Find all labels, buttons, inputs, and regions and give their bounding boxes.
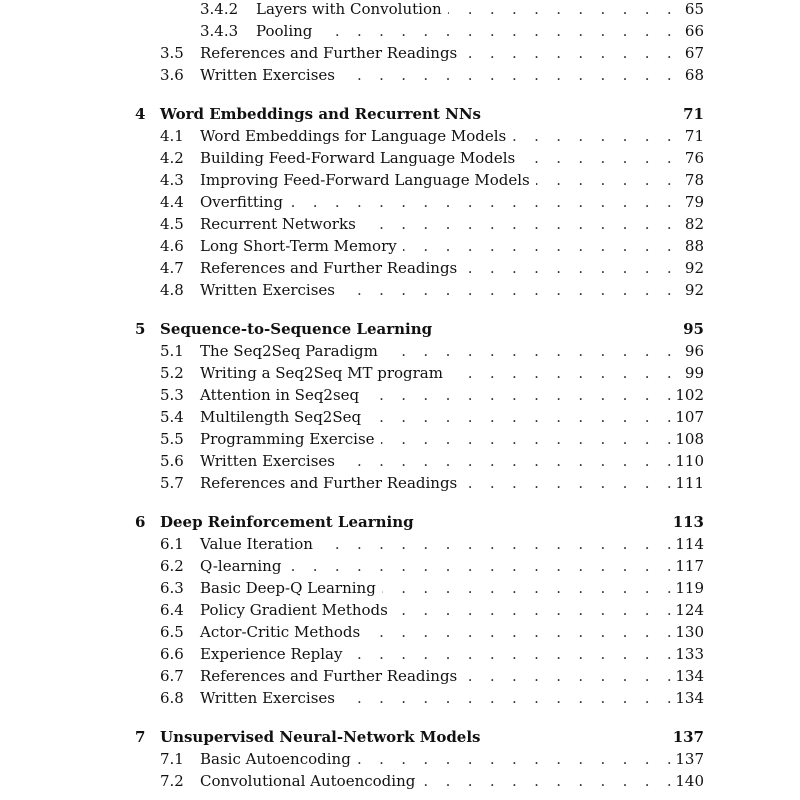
toc-section-row: [0, 64, 800, 86]
dot-leader: [512, 125, 678, 147]
toc-entry-number: 4.6: [160, 237, 184, 255]
toc-entry-number: 6.7: [160, 667, 184, 685]
toc-section-row: [0, 643, 800, 665]
toc-entry-title: Value Iteration: [200, 533, 317, 555]
toc-entry-title: Written Exercises: [200, 64, 339, 86]
toc-chapter-row: [0, 103, 800, 125]
dot-leader: [348, 643, 678, 665]
toc-entry-title: Policy Gradient Methods: [200, 599, 392, 621]
toc-entry-page: 111: [675, 474, 704, 492]
dot-leader: [362, 213, 678, 235]
toc-section-row: [0, 213, 800, 235]
toc-entry-number: 6.8: [160, 689, 184, 707]
toc-entry-page: 107: [675, 408, 704, 426]
toc-entry-title: Written Exercises: [200, 687, 339, 709]
toc-entry-title: Written Exercises: [200, 279, 339, 301]
toc-section-row: [0, 0, 800, 20]
toc-section-row: [0, 257, 800, 279]
toc-entry-page: 82: [684, 215, 704, 233]
toc-entry-title: Recurrent Networks: [200, 213, 360, 235]
toc-entry-number: 4.2: [160, 149, 184, 167]
toc-entry-title: Basic Deep-Q Learning: [200, 577, 380, 599]
dot-leader: [289, 191, 678, 213]
toc-entry-title: Attention in Seq2seq: [200, 384, 363, 406]
toc-entry-page: 110: [675, 452, 704, 470]
toc-section-row: [0, 384, 800, 406]
dot-leader: [319, 533, 678, 555]
toc-entry-page: 92: [684, 281, 704, 299]
toc-entry-number: 5.2: [160, 364, 184, 382]
toc-chapter-row: [0, 318, 800, 340]
dot-leader: [381, 428, 678, 450]
dot-leader: [448, 0, 678, 20]
toc-entry-title: Building Feed-Forward Language Models: [200, 147, 519, 169]
dot-leader: [366, 621, 678, 643]
toc-entry-number: 4.3: [160, 171, 184, 189]
toc-entry-title: Experience Replay: [200, 643, 346, 665]
dot-leader: [384, 340, 678, 362]
toc-entry-title: Long Short-Term Memory: [200, 235, 401, 257]
toc-entry-page: 124: [675, 601, 704, 619]
toc-section-row: [0, 687, 800, 709]
toc-entry-page: 71: [684, 127, 704, 145]
toc-entry-title: Layers with Convolution: [256, 0, 446, 20]
toc-entry-number: 5.4: [160, 408, 184, 426]
toc-entry-number: 5.6: [160, 452, 184, 470]
toc-entry-title: Q-learning: [200, 555, 285, 577]
toc-entry-number: 6: [135, 513, 146, 531]
toc-entry-number: 6.5: [160, 623, 184, 641]
toc-entry-page: 119: [675, 579, 704, 597]
toc-section-row: [0, 191, 800, 213]
toc-section-row: [0, 472, 800, 494]
toc-entry-title: References and Further Readings: [200, 257, 461, 279]
toc-section-row: [0, 279, 800, 301]
toc-section-row: [0, 748, 800, 770]
toc-entry-page: 96: [684, 342, 704, 360]
toc-entry-page: 65: [684, 0, 704, 18]
toc-entry-page: 133: [675, 645, 704, 663]
toc-entry-title: References and Further Readings: [200, 42, 461, 64]
toc-entry-number: 7: [135, 728, 146, 746]
toc-entry-page: 102: [675, 386, 704, 404]
toc-entry-page: 117: [675, 557, 704, 575]
toc-entry-title: Multilength Seq2Seq: [200, 406, 365, 428]
toc-entry-title: Word Embeddings for Language Models: [200, 125, 510, 147]
toc-entry-title: The Seq2Seq Paradigm: [200, 340, 382, 362]
toc-entry-number: 4.8: [160, 281, 184, 299]
toc-section-row: [0, 665, 800, 687]
toc-entry-page: 134: [675, 667, 704, 685]
toc-entry-number: 3.4.2: [200, 0, 239, 18]
dot-leader: [341, 279, 678, 301]
toc-entry-number: 3.5: [160, 44, 184, 62]
toc-entry-page: 76: [684, 149, 704, 167]
dot-leader: [367, 406, 678, 428]
toc-entry-page: 130: [675, 623, 704, 641]
toc-section-row: [0, 235, 800, 257]
dot-leader: [341, 687, 678, 709]
toc-entry-number: 6.1: [160, 535, 184, 553]
toc-entry-page: 95: [683, 320, 704, 338]
dot-leader: [365, 384, 678, 406]
toc-entry-number: 5.5: [160, 430, 184, 448]
toc-section-row: [0, 555, 800, 577]
toc-entry-page: 79: [684, 193, 704, 211]
dot-leader: [403, 235, 678, 257]
toc-entry-title: Improving Feed-Forward Language Models: [200, 169, 534, 191]
toc-entry-title: Deep Reinforcement Learning: [160, 513, 414, 531]
toc-entry-title: Programming Exercise: [200, 428, 379, 450]
toc-entry-title: Word Embeddings and Recurrent NNs: [160, 105, 481, 123]
dot-leader: [394, 599, 678, 621]
toc-entry-page: 67: [684, 44, 704, 62]
toc-entry-title: Sequence-to-Sequence Learning: [160, 320, 433, 338]
toc-entry-page: 78: [684, 171, 704, 189]
toc-entry-number: 4.7: [160, 259, 184, 277]
toc-entry-number: 6.6: [160, 645, 184, 663]
toc-entry-title: Overfitting: [200, 191, 287, 213]
toc-entry-number: 6.4: [160, 601, 184, 619]
toc-section-row: [0, 147, 800, 169]
toc-entry-page: 88: [684, 237, 704, 255]
toc-entry-number: 5.3: [160, 386, 184, 404]
toc-entry-number: 4.4: [160, 193, 184, 211]
toc-entry-title: Convolutional Autoencoding: [200, 770, 419, 792]
dot-leader: [463, 257, 678, 279]
toc-entry-title: References and Further Readings: [200, 665, 461, 687]
toc-entry-number: 5.7: [160, 474, 184, 492]
toc-section-row: [0, 533, 800, 555]
dot-leader: [318, 20, 678, 42]
toc-entry-page: 68: [684, 66, 704, 84]
toc-section-row: [0, 406, 800, 428]
toc-entry-page: 140: [675, 772, 704, 790]
toc-entry-number: 3.6: [160, 66, 184, 84]
toc-chapter-row: [0, 726, 800, 748]
toc-entry-number: 5.1: [160, 342, 184, 360]
toc-entry-page: 99: [684, 364, 704, 382]
dot-leader: [463, 42, 678, 64]
toc-entry-number: 6.3: [160, 579, 184, 597]
toc-entry-number: 4.1: [160, 127, 184, 145]
toc-entry-page: 137: [675, 750, 704, 768]
dot-leader: [341, 450, 678, 472]
dot-leader: [463, 665, 678, 687]
toc-entry-page: 137: [672, 728, 704, 746]
toc-section-row: [0, 621, 800, 643]
toc-section-row: [0, 428, 800, 450]
toc-section-row: [0, 362, 800, 384]
dot-leader: [287, 555, 678, 577]
dot-leader: [341, 64, 678, 86]
toc-entry-page: 92: [684, 259, 704, 277]
toc-section-row: [0, 770, 800, 792]
dot-leader: [536, 169, 678, 191]
toc-entry-title: Pooling: [256, 20, 316, 42]
toc-entry-page: 134: [675, 689, 704, 707]
toc-entry-title: Writing a Seq2Seq MT program: [200, 362, 447, 384]
toc-entry-page: 113: [672, 513, 704, 531]
dot-leader: [382, 577, 678, 599]
toc-section-row: [0, 599, 800, 621]
toc-entry-number: 3.4.3: [200, 22, 239, 40]
toc-entry-number: 6.2: [160, 557, 184, 575]
toc-section-row: [0, 577, 800, 599]
toc-section-row: [0, 340, 800, 362]
toc-section-row: [0, 169, 800, 191]
toc-entry-title: References and Further Readings: [200, 472, 461, 494]
toc-section-row: [0, 42, 800, 64]
toc-entry-number: 7.1: [160, 750, 184, 768]
dot-leader: [357, 748, 678, 770]
dot-leader: [463, 472, 678, 494]
dot-leader: [421, 770, 678, 792]
toc-entry-page: 108: [675, 430, 704, 448]
toc-entry-number: 5: [135, 320, 146, 338]
toc-entry-number: 7.2: [160, 772, 184, 790]
toc-entry-title: Unsupervised Neural-Network Models: [160, 728, 481, 746]
toc-entry-title: Actor-Critic Methods: [200, 621, 364, 643]
toc-entry-page: 66: [684, 22, 704, 40]
toc-section-row: [0, 450, 800, 472]
toc-entry-number: 4.5: [160, 215, 184, 233]
dot-leader: [449, 362, 678, 384]
dot-leader: [521, 147, 678, 169]
toc-chapter-row: [0, 511, 800, 533]
toc-entry-title: Basic Autoencoding: [200, 748, 355, 770]
toc-entry-page: 114: [675, 535, 704, 553]
toc-entry-number: 4: [135, 105, 146, 123]
toc-entry-title: Written Exercises: [200, 450, 339, 472]
toc-section-row: [0, 125, 800, 147]
toc-section-row: [0, 20, 800, 42]
toc-entry-page: 71: [683, 105, 704, 123]
